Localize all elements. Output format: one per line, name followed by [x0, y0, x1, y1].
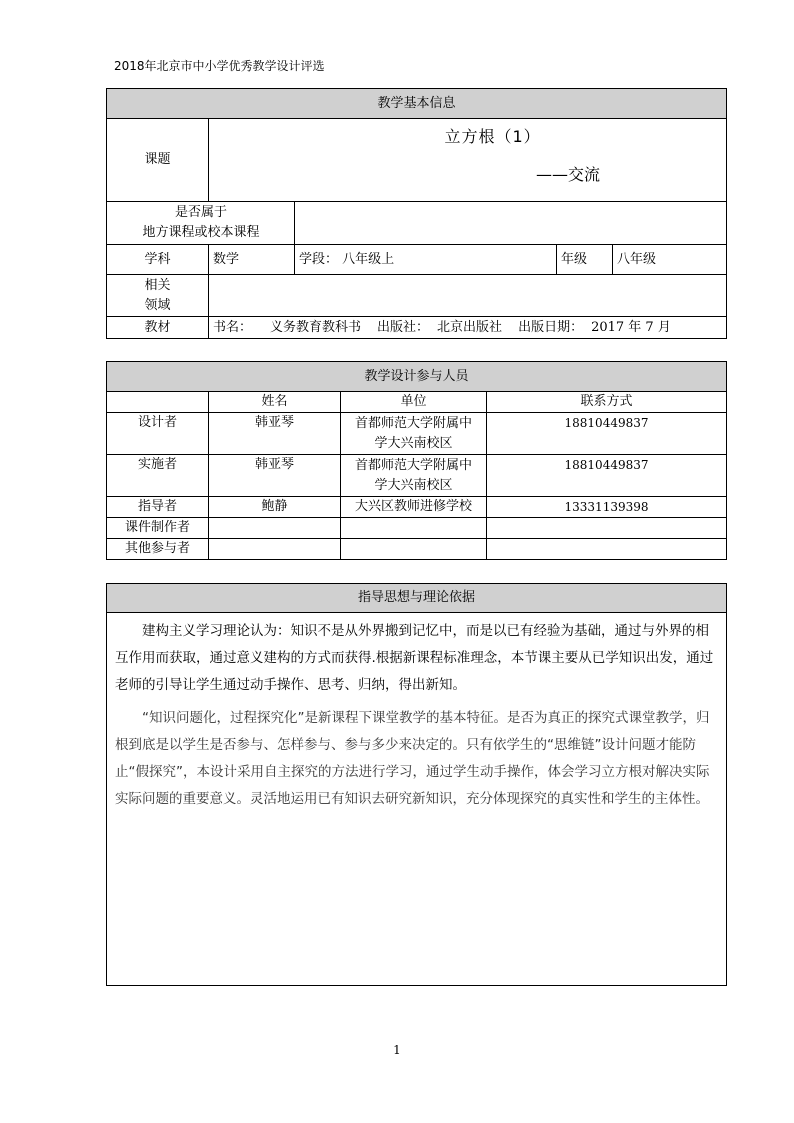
table-row-name — [209, 518, 341, 539]
participants-table — [106, 361, 727, 560]
unit-line2: 学大兴南校区 — [374, 435, 453, 451]
field-value — [209, 275, 727, 317]
field-label-line2: 领域 — [144, 297, 171, 313]
table-row-unit: 大兴区教师进修学校 — [341, 497, 487, 518]
grade-label: 年级 — [557, 245, 613, 275]
participants-header-unit: 单位 — [341, 392, 487, 413]
table-row-name — [209, 539, 341, 560]
local-course-label-line1: 是否属于 — [174, 205, 227, 220]
table-row-role: 设计者 — [107, 413, 209, 455]
local-course-label-line2: 地方课程或校本课程 — [142, 225, 260, 240]
table-row-role: 其他参与者 — [107, 539, 209, 560]
theory-title: 指导思想与理论依据 — [107, 584, 727, 613]
table-row-unit — [341, 413, 487, 455]
table-row-phone: 18810449837 — [487, 455, 727, 497]
textbook-label: 教材 — [107, 317, 209, 339]
book-name: 义务教育教科书 — [270, 319, 362, 335]
topic-label: 课题 — [107, 119, 209, 202]
local-course-value — [295, 202, 727, 245]
topic-cell — [209, 119, 727, 202]
field-label-line1: 相关 — [144, 277, 171, 293]
table-row-phone — [487, 539, 727, 560]
table-row-phone — [487, 518, 727, 539]
subject-label: 学科 — [107, 245, 209, 275]
table-row-unit — [341, 539, 487, 560]
date-label: 出版日期： — [518, 319, 584, 335]
theory-body — [107, 613, 727, 986]
table-row-phone: 13331139398 — [487, 497, 727, 518]
page-header: 2018年北京市中小学优秀教学设计评选 — [114, 59, 325, 73]
theory-paragraph-1: 建构主义学习理论认为：知识不是从外界搬到记忆中，而是以已有经验为基础，通过与外界的相互作用而获取，通过意义建构的方式而获得.根据新课程标准理念，本节课主要从已学知识出发，通过老师的引导让学生通过动手操作、思考、归纳，得出新知。 — [115, 623, 714, 693]
table-row-role: 课件制作者 — [107, 518, 209, 539]
topic-main: 立方根（1） — [444, 127, 541, 146]
unit-line1: 首都师范大学附属中 — [354, 457, 472, 473]
textbook-info — [209, 317, 727, 339]
book-name-label: 书名： — [213, 319, 253, 335]
unit-line2: 学大兴南校区 — [374, 477, 453, 493]
unit-line1: 首都师范大学附属中 — [354, 415, 472, 431]
table-row-phone: 18810449837 — [487, 413, 727, 455]
date-value: 2017 年 7 月 — [591, 319, 671, 335]
local-course-label — [107, 202, 295, 245]
basic-info-title: 教学基本信息 — [107, 89, 727, 119]
table-row-name: 韩亚琴 — [209, 455, 341, 497]
page-number: 1 — [393, 1043, 401, 1057]
topic-sub: ——交流 — [536, 165, 601, 184]
table-row-role: 实施者 — [107, 455, 209, 497]
table-row-unit — [341, 518, 487, 539]
stage-label: 学段： 八年级上 — [295, 245, 557, 275]
participants-header-contact: 联系方式 — [487, 392, 727, 413]
participants-header-name: 姓名 — [209, 392, 341, 413]
table-row-unit — [341, 455, 487, 497]
table-row-name: 鲍静 — [209, 497, 341, 518]
subject-value: 数学 — [209, 245, 295, 275]
publisher-label: 出版社： — [377, 319, 430, 335]
basic-info-table — [106, 88, 727, 339]
participants-title: 教学设计参与人员 — [107, 362, 727, 392]
table-row-role: 指导者 — [107, 497, 209, 518]
grade-value: 八年级 — [613, 245, 727, 275]
publisher: 北京出版社 — [437, 319, 503, 335]
theory-table — [106, 583, 727, 986]
theory-paragraph-2: “知识问题化，过程探究化”是新课程下课堂教学的基本特征。是否为真正的探究式课堂教学，归根到底是以学生是否参与、怎样参与、参与多少来决定的。只有依学生的“思维链”设计问题才能防止“假探究”，本设计采用自主探究的方法进行学习，通过学生动手操作，体会学习立方根对解决实际实际问题的重要意义。灵活地运用已有知识去研究新知识，充分体现探究的真实性和学生的主体性。 — [115, 710, 710, 807]
field-label — [107, 275, 209, 317]
table-row-name: 韩亚琴 — [209, 413, 341, 455]
participants-header-blank — [107, 392, 209, 413]
